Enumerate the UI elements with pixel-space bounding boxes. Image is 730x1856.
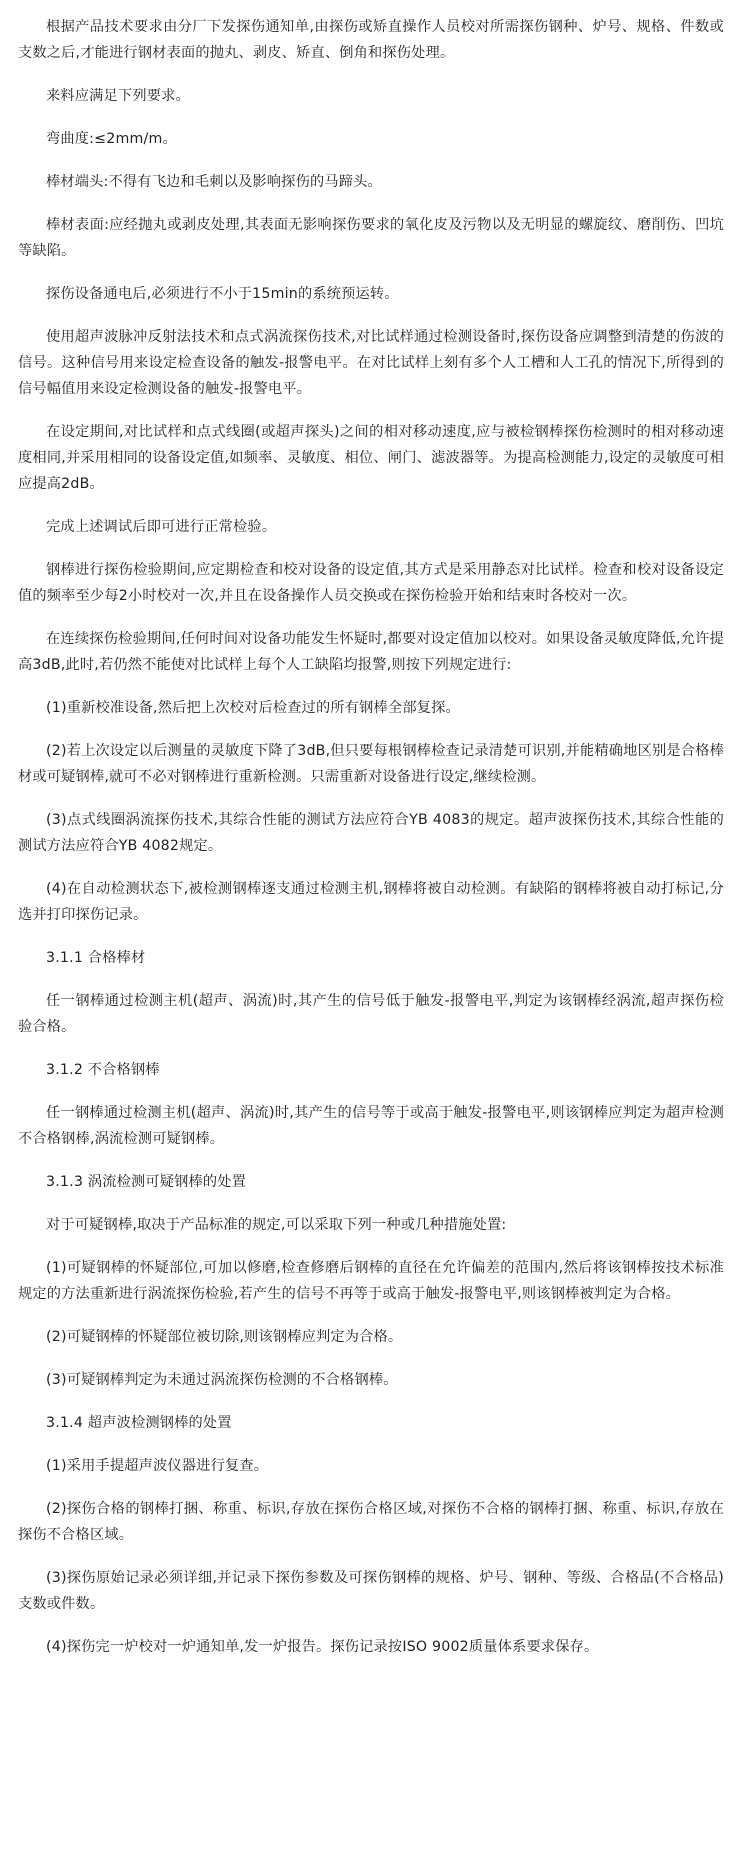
paragraph-bar-ends: 棒材端头:不得有飞边和毛刺以及影响探伤的马蹄头。 — [46, 174, 382, 190]
section-heading-3-1-2: 3.1.2 不合格钢棒 — [46, 1062, 160, 1078]
paragraph-bar-surface: 棒材表面:应经抛丸或剥皮处理,其表面无影响探伤要求的氧化皮及污物以及无明显的螺旋纹、磨削伤、凹坑等缺陷。 — [18, 217, 724, 259]
paragraph-ultrasonic-method: 使用超声波脉冲反射法技术和点式涡流探伤技术,对比试样通过检测设备时,探伤设备应调整到清楚的伤波的信号。这种信号用来设定检查设备的触发-报警电平。在对比试样上刻有多个人工槽和人工孔的情况下,所得到的信号幅值用来设定检测设备的触发-报警电平。 — [18, 329, 724, 397]
list-item-recalibrate: (1)重新校准设备,然后把上次校对后检查过的所有钢棒全部复探。 — [46, 700, 460, 716]
list-item-sensitivity-drop: (2)若上次设定以后测量的灵敏度下降了3dB,但只要每根钢棒检查记录清楚可识别,并能精确地区别是合格棒材或可疑钢棒,就可不必对钢棒进行重新检测。只需重新对设备进行设定,继续检测。 — [18, 743, 724, 785]
paragraph-normal-inspection: 完成上述调试后即可进行正常检验。 — [46, 519, 277, 535]
list-item-report: (4)探伤完一炉校对一炉通知单,发一炉报告。探伤记录按ISO 9002质量体系要求保存。 — [46, 1639, 599, 1655]
section-heading-3-1-1: 3.1.1 合格棒材 — [46, 950, 146, 966]
paragraph-incoming-requirements: 来料应满足下列要求。 — [46, 88, 190, 104]
list-item-manual-recheck: (1)采用手提超声波仪器进行复查。 — [46, 1458, 269, 1474]
list-item-grinding: (1)可疑钢棒的怀疑部位,可加以修磨,检查修磨后钢棒的直径在允许偏差的范围内,然后将该钢棒按技术标准规定的方法重新进行涡流探伤检验,若产生的信号不再等于或高于触发-报警电平,则该钢棒被判定为合格。 — [18, 1260, 724, 1302]
list-item-records: (3)探伤原始记录必须详细,并记录下探伤参数及可探伤钢棒的规格、炉号、钢种、等级、合格品(不合格品)支数或件数。 — [18, 1570, 724, 1612]
paragraph-unqualified-bar: 任一钢棒通过检测主机(超声、涡流)时,其产生的信号等于或高于触发-报警电平,则该钢棒应判定为超声检测不合格钢棒,涡流检测可疑钢棒。 — [18, 1105, 724, 1147]
paragraph-notice: 根据产品技术要求由分厂下发探伤通知单,由探伤或矫直操作人员校对所需探伤钢种、炉号、规格、件数或支数之后,才能进行钢材表面的抛丸、剥皮、矫直、倒角和探伤处理。 — [18, 19, 724, 61]
section-heading-3-1-3: 3.1.3 涡流检测可疑钢棒的处置 — [46, 1174, 247, 1190]
paragraph-curvature: 弯曲度:≤2mm/m。 — [46, 131, 177, 147]
list-item-bundling: (2)探伤合格的钢棒打捆、称重、标识,存放在探伤合格区域,对探伤不合格的钢棒打捆、称重、标识,存放在探伤不合格区域。 — [18, 1501, 724, 1543]
paragraph-warmup: 探伤设备通电后,必须进行不小于15min的系统预运转。 — [46, 286, 399, 302]
paragraph-setup-speed: 在设定期间,对比试样和点式线圈(或超声探头)之间的相对移动速度,应与被检钢棒探伤检测时的相对移动速度相同,并采用相同的设备设定值,如频率、灵敏度、相位、闸门、滤波器等。为提高检测能力,设定的灵敏度可相应提高2dB。 — [18, 424, 724, 492]
paragraph-continuous-inspection: 在连续探伤检验期间,任何时间对设备功能发生怀疑时,都要对设定值加以校对。如果设备灵敏度降低,允许提高3dB,此时,若仍然不能使对比试样上每个人工缺陷均报警,则按下列规定进行: — [18, 631, 724, 673]
list-item-auto-detect: (4)在自动检测状态下,被检测钢棒逐支通过检测主机,钢棒将被自动检测。有缺陷的钢棒将被自动打标记,分选并打印探伤记录。 — [18, 881, 724, 923]
section-heading-3-1-4: 3.1.4 超声波检测钢棒的处置 — [46, 1415, 232, 1431]
list-item-reject: (3)可疑钢棒判定为未通过涡流探伤检测的不合格钢棒。 — [46, 1372, 398, 1388]
list-item-test-methods: (3)点式线圈涡流探伤技术,其综合性能的测试方法应符合YB 4083的规定。超声波探伤技术,其综合性能的测试方法应符合YB 4082规定。 — [18, 812, 724, 854]
paragraph-qualified-bar: 任一钢棒通过检测主机(超声、涡流)时,其产生的信号低于触发-报警电平,判定为该钢棒经涡流,超声探伤检验合格。 — [18, 993, 724, 1035]
paragraph-calibration-frequency: 钢棒进行探伤检验期间,应定期检查和校对设备的设定值,其方式是采用静态对比试样。检查和校对设备设定值的频率至少每2小时校对一次,并且在设备操作人员交换或在探伤检验开始和结束时各校对一次。 — [18, 562, 724, 604]
paragraph-suspicious-measures: 对于可疑钢棒,取决于产品标准的规定,可以采取下列一种或几种措施处置: — [46, 1217, 507, 1233]
list-item-cut-off: (2)可疑钢棒的怀疑部位被切除,则该钢棒应判定为合格。 — [46, 1329, 403, 1345]
